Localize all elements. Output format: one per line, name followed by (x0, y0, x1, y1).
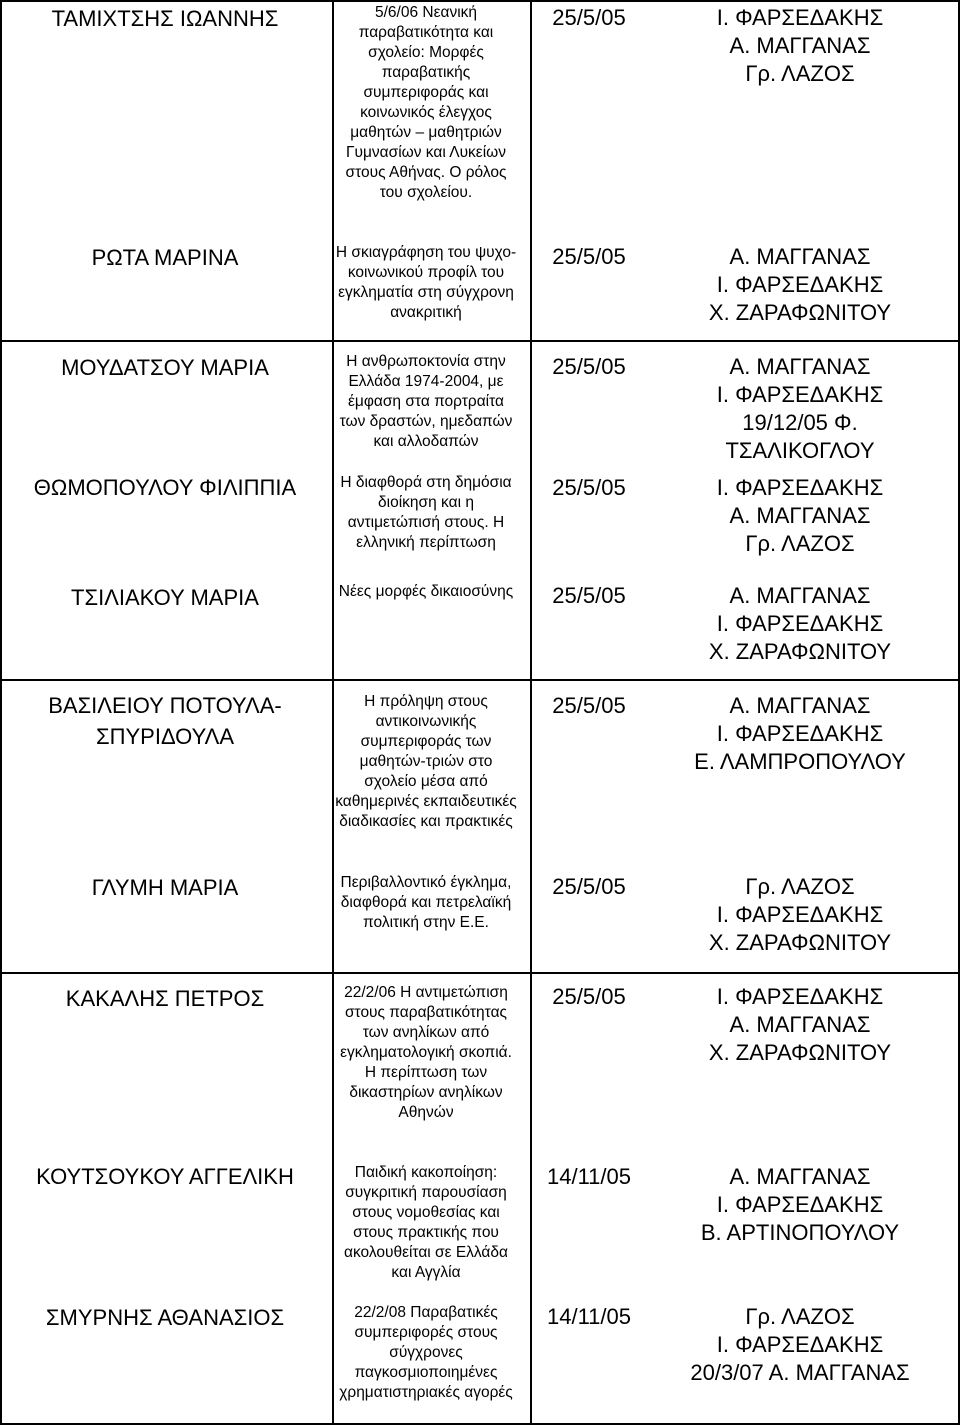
committee (640, 243, 960, 327)
thesis-topic: Η πρόληψη στους αντικοινωνικής συμπεριφοράς των μαθητών-τριών στο σχολείο μέσα από καθημερινές εκπαιδευτικές διαδικασίες και πρακτικές (335, 693, 517, 830)
committee-member: Α. ΜΑΓΓΑΝΑΣ (729, 693, 871, 718)
thesis-topic: Περιβαλλοντικό έγκλημα, διαφθορά και πετρελαϊκή πολιτική στην Ε.Ε. (340, 874, 512, 931)
assignment-date: 25/5/05 (552, 244, 626, 269)
student-name: ΚΑΚΑΛΗΣ ΠΕΤΡΟΣ (65, 986, 265, 1011)
student-name: ΚΟΥΤΣΟΥΚΟΥ ΑΓΓΕΛΙΚΗ (36, 1164, 294, 1189)
committee-member: Χ. ΖΑΡΑΦΩΝΙΤΟΥ (708, 1040, 892, 1065)
committee-member: Γρ. ΛΑΖΟΣ (745, 874, 855, 899)
assignment-date: 25/5/05 (552, 693, 626, 718)
thesis-topic: Η σκιαγράφηση του ψυχο-κοινωνικού προφίλ του εγκληματία στη σύγχρονη ανακριτική (335, 244, 517, 321)
thesis-topic: 22/2/06 Η αντιμετώπιση στους παραβατικότητας των ανηλίκων από εγκληματολογική σκοπιά. Η περίπτωση των δικαστηρίων ανηλίκων Αθηνών (340, 984, 512, 1121)
student-name: ΘΩΜΟΠΟΥΛΟΥ ΦΙΛΙΠΠΙΑ (33, 475, 297, 500)
committee-member: ΤΣΑΛΙΚΟΓΛΟΥ (725, 438, 875, 463)
assignment-date: 25/5/05 (552, 583, 626, 608)
committee-member: Ι. ΦΑΡΣΕΔΑΚΗΣ (716, 1192, 884, 1217)
committee (640, 4, 960, 88)
committee-member: Γρ. ΛΑΖΟΣ (745, 61, 855, 86)
student-name: ΒΑΣΙΛΕΙΟΥ ΠΟΤΟΥΛΑ-ΣΠΥΡΙΔΟΥΛΑ (48, 693, 282, 749)
committee-member: Α. ΜΑΓΓΑΝΑΣ (729, 354, 871, 379)
committee-member: Ι. ΦΑΡΣΕΔΑΚΗΣ (716, 382, 884, 407)
committee (640, 873, 960, 957)
thesis-topic: 22/2/08 Παραβατικές συμπεριφορές στους σύγχρονες παγκοσμιοποιημένες χρηματιστηριακές αγορές (339, 1304, 513, 1401)
committee-member: Α. ΜΑΓΓΑΝΑΣ (729, 583, 871, 608)
thesis-topic: Η ανθρωποκτονία στην Ελλάδα 1974-2004, με έμφαση στα πορτραίτα των δραστών, ημεδαπών και αλλοδαπών (339, 353, 513, 450)
assignment-date: 25/5/05 (552, 475, 626, 500)
committee-member: Α. ΜΑΓΓΑΝΑΣ (729, 1164, 871, 1189)
committee-member: Ι. ΦΑΡΣΕΔΑΚΗΣ (716, 902, 884, 927)
committee (640, 582, 960, 666)
committee-member: Χ. ΖΑΡΑΦΩΝΙΤΟΥ (708, 639, 892, 664)
thesis-topic: Παιδική κακοποίηση: συγκριτική παρουσίαση στους νομοθεσίας και στους πρακτικής που ακολουθείται σε Ελλάδα και Αγγλία (344, 1164, 508, 1281)
committee (640, 1163, 960, 1247)
committee-member: Ι. ΦΑΡΣΕΔΑΚΗΣ (716, 272, 884, 297)
committee-member: Α. ΜΑΓΓΑΝΑΣ (729, 244, 871, 269)
committee-member: Γρ. ΛΑΖΟΣ (745, 531, 855, 556)
assignment-date: 25/5/05 (552, 874, 626, 899)
committee-member: Γρ. ΛΑΖΟΣ (745, 1304, 855, 1329)
committee (640, 692, 960, 776)
committee (640, 474, 960, 558)
committee-member: Β. ΑΡΤΙΝΟΠΟΥΛΟΥ (700, 1220, 900, 1245)
student-name: ΣΜΥΡΝΗΣ ΑΘΑΝΑΣΙΟΣ (45, 1305, 285, 1330)
committee (640, 353, 960, 465)
assignment-date: 25/5/05 (552, 984, 626, 1009)
committee-member: 19/12/05 Φ. (742, 410, 858, 435)
thesis-topic: 5/6/06 Νεανική παραβατικότητα και σχολείο: Μορφές παραβατικής συμπεριφοράς και κοινωνικός έλεγχος μαθητών – μαθητριών Γυμνασίων και Λυκείων στους Αθήνας. Ο ρόλος του σχολείου. (345, 4, 507, 201)
assignment-date: 25/5/05 (552, 5, 626, 30)
committee-member: Ι. ΦΑΡΣΕΔΑΚΗΣ (716, 611, 884, 636)
committee (640, 1303, 960, 1387)
assignment-date: 25/5/05 (552, 354, 626, 379)
committee-member: Ι. ΦΑΡΣΕΔΑΚΗΣ (716, 5, 884, 30)
committee-member: Α. ΜΑΓΓΑΝΑΣ (729, 1012, 871, 1037)
student-name: ΜΟΥΔΑΤΣΟΥ ΜΑΡΙΑ (61, 355, 269, 380)
committee-member: Ι. ΦΑΡΣΕΔΑΚΗΣ (716, 475, 884, 500)
committee-member: Ι. ΦΑΡΣΕΔΑΚΗΣ (716, 984, 884, 1009)
committee-member: Α. ΜΑΓΓΑΝΑΣ (729, 33, 871, 58)
committee-member: 20/3/07 Α. ΜΑΓΓΑΝΑΣ (690, 1360, 910, 1385)
committee-member: Ι. ΦΑΡΣΕΔΑΚΗΣ (716, 721, 884, 746)
thesis-topic: Νέες μορφές δικαιοσύνης (338, 583, 514, 600)
committee-member: Ι. ΦΑΡΣΕΔΑΚΗΣ (716, 1332, 884, 1357)
student-name: ΤΑΜΙΧΤΣΗΣ ΙΩΑΝΝΗΣ (51, 6, 279, 31)
student-name: ΓΛΥΜΗ ΜΑΡΙΑ (91, 875, 239, 900)
student-name: ΤΣΙΛΙΑΚΟΥ ΜΑΡΙΑ (71, 585, 259, 610)
student-name: ΡΩΤΑ ΜΑΡΙΝΑ (91, 245, 239, 270)
assignment-date: 14/11/05 (546, 1304, 631, 1329)
committee (640, 983, 960, 1067)
thesis-topic: Η διαφθορά στη δημόσια διοίκηση και η αντιμετώπισή στους. Η ελληνική περίπτωση (340, 474, 512, 551)
committee-member: Ε. ΛΑΜΠΡΟΠΟΥΛΟΥ (694, 749, 906, 774)
committee-member: Χ. ΖΑΡΑΦΩΝΙΤΟΥ (708, 300, 892, 325)
committee-member: Χ. ΖΑΡΑΦΩΝΙΤΟΥ (708, 930, 892, 955)
committee-member: Α. ΜΑΓΓΑΝΑΣ (729, 503, 871, 528)
assignment-date: 14/11/05 (546, 1164, 631, 1189)
